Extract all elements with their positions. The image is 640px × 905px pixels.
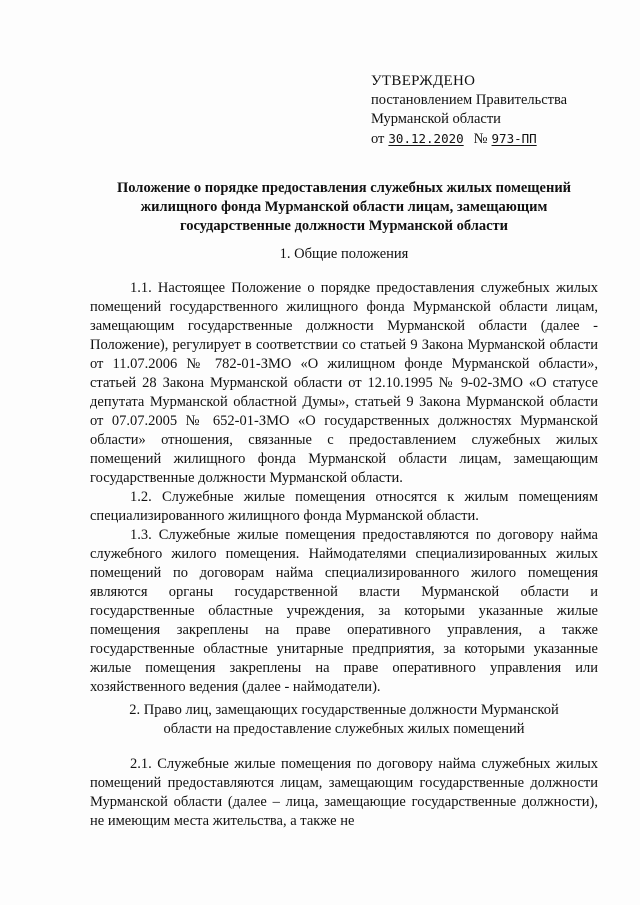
paragraph-1-1: 1.1. Настоящее Положение о порядке предоставления служебных жилых помещений государственного жилищного фонда Мурманской области лицам, замещающим государственные должности Мурманской области (далее - Положение), регулирует в соответствии со статьей 9 Закона Мурманской области от 11.07.2006 № 782-01-ЗМО «О жилищном фонде Мурманской области», статьей 28 Закона Мурманской области от 12.10.1995 № 9-02-ЗМО «О статусе депутата Мурманской областной Думы», статьей 9 Закона Мурманской области от 07.07.2005 № 652-01-ЗМО «О государственных должностях Мурманской области» отношения, связанные с предоставлением служебных жилых помещений жилищного фонда Мурманской области лицам, замещающим государственные должности Мурманской области. — [90, 280, 598, 486]
paragraph-1-3: 1.3. Служебные жилые помещения предоставляются по договору найма служебного жилого помещения. Наймодателями специализированных жилых помещений по договорам найма специализированного жилого помещения являются органы государственной власти Мурманской области и государственные областные учреждения, за которыми указанные жилые помещения закреплены на праве оперативного управления, а также государственные областные унитарные предприятия, за которыми указанные жилые помещения закреплены на праве оперативного управления или хозяйственного ведения (далее - наймодатели). — [90, 527, 598, 695]
decree-number: 973-ПП — [491, 131, 537, 146]
paragraph-2-1: 2.1. Служебные жилые помещения по договору найма служебных жилых помещений предоставляются лицам, замещающим государственные должности Мурманской области (далее – лица, замещающие государственные должности), не имеющим места жительства, а также не — [90, 756, 598, 829]
date-prefix: от — [371, 131, 385, 147]
approval-line-2: Мурманской области — [371, 111, 501, 127]
approval-line-1: постановлением Правительства — [371, 92, 568, 108]
section-1-body — [90, 279, 598, 697]
approved-label: УТВЕРЖДЕНО — [371, 73, 476, 89]
section-2-heading-line-1: 2. Право лиц, замещающих государственные должности Мурманской — [129, 702, 559, 718]
paragraph-1-2: 1.2. Служебные жилые помещения относятся к жилым помещениям специализированного жилищного фонда Мурманской области. — [90, 489, 598, 524]
section-2-heading-line-2: области на предоставление служебных жилых помещений — [163, 721, 525, 737]
number-prefix: № — [473, 131, 488, 147]
section-2-body — [90, 755, 598, 831]
approval-stamp — [371, 72, 621, 149]
section-1-heading: 1. Общие положения — [279, 246, 409, 262]
decree-date: 30.12.2020 — [388, 131, 464, 146]
section-2-heading — [90, 701, 598, 739]
document-title: Положение о порядке предоставления служебных жилых помещений жилищного фонда Мурманской области лицам, замещающим государственные должности Мурманской области — [116, 180, 572, 234]
approval-date-line — [371, 129, 621, 149]
